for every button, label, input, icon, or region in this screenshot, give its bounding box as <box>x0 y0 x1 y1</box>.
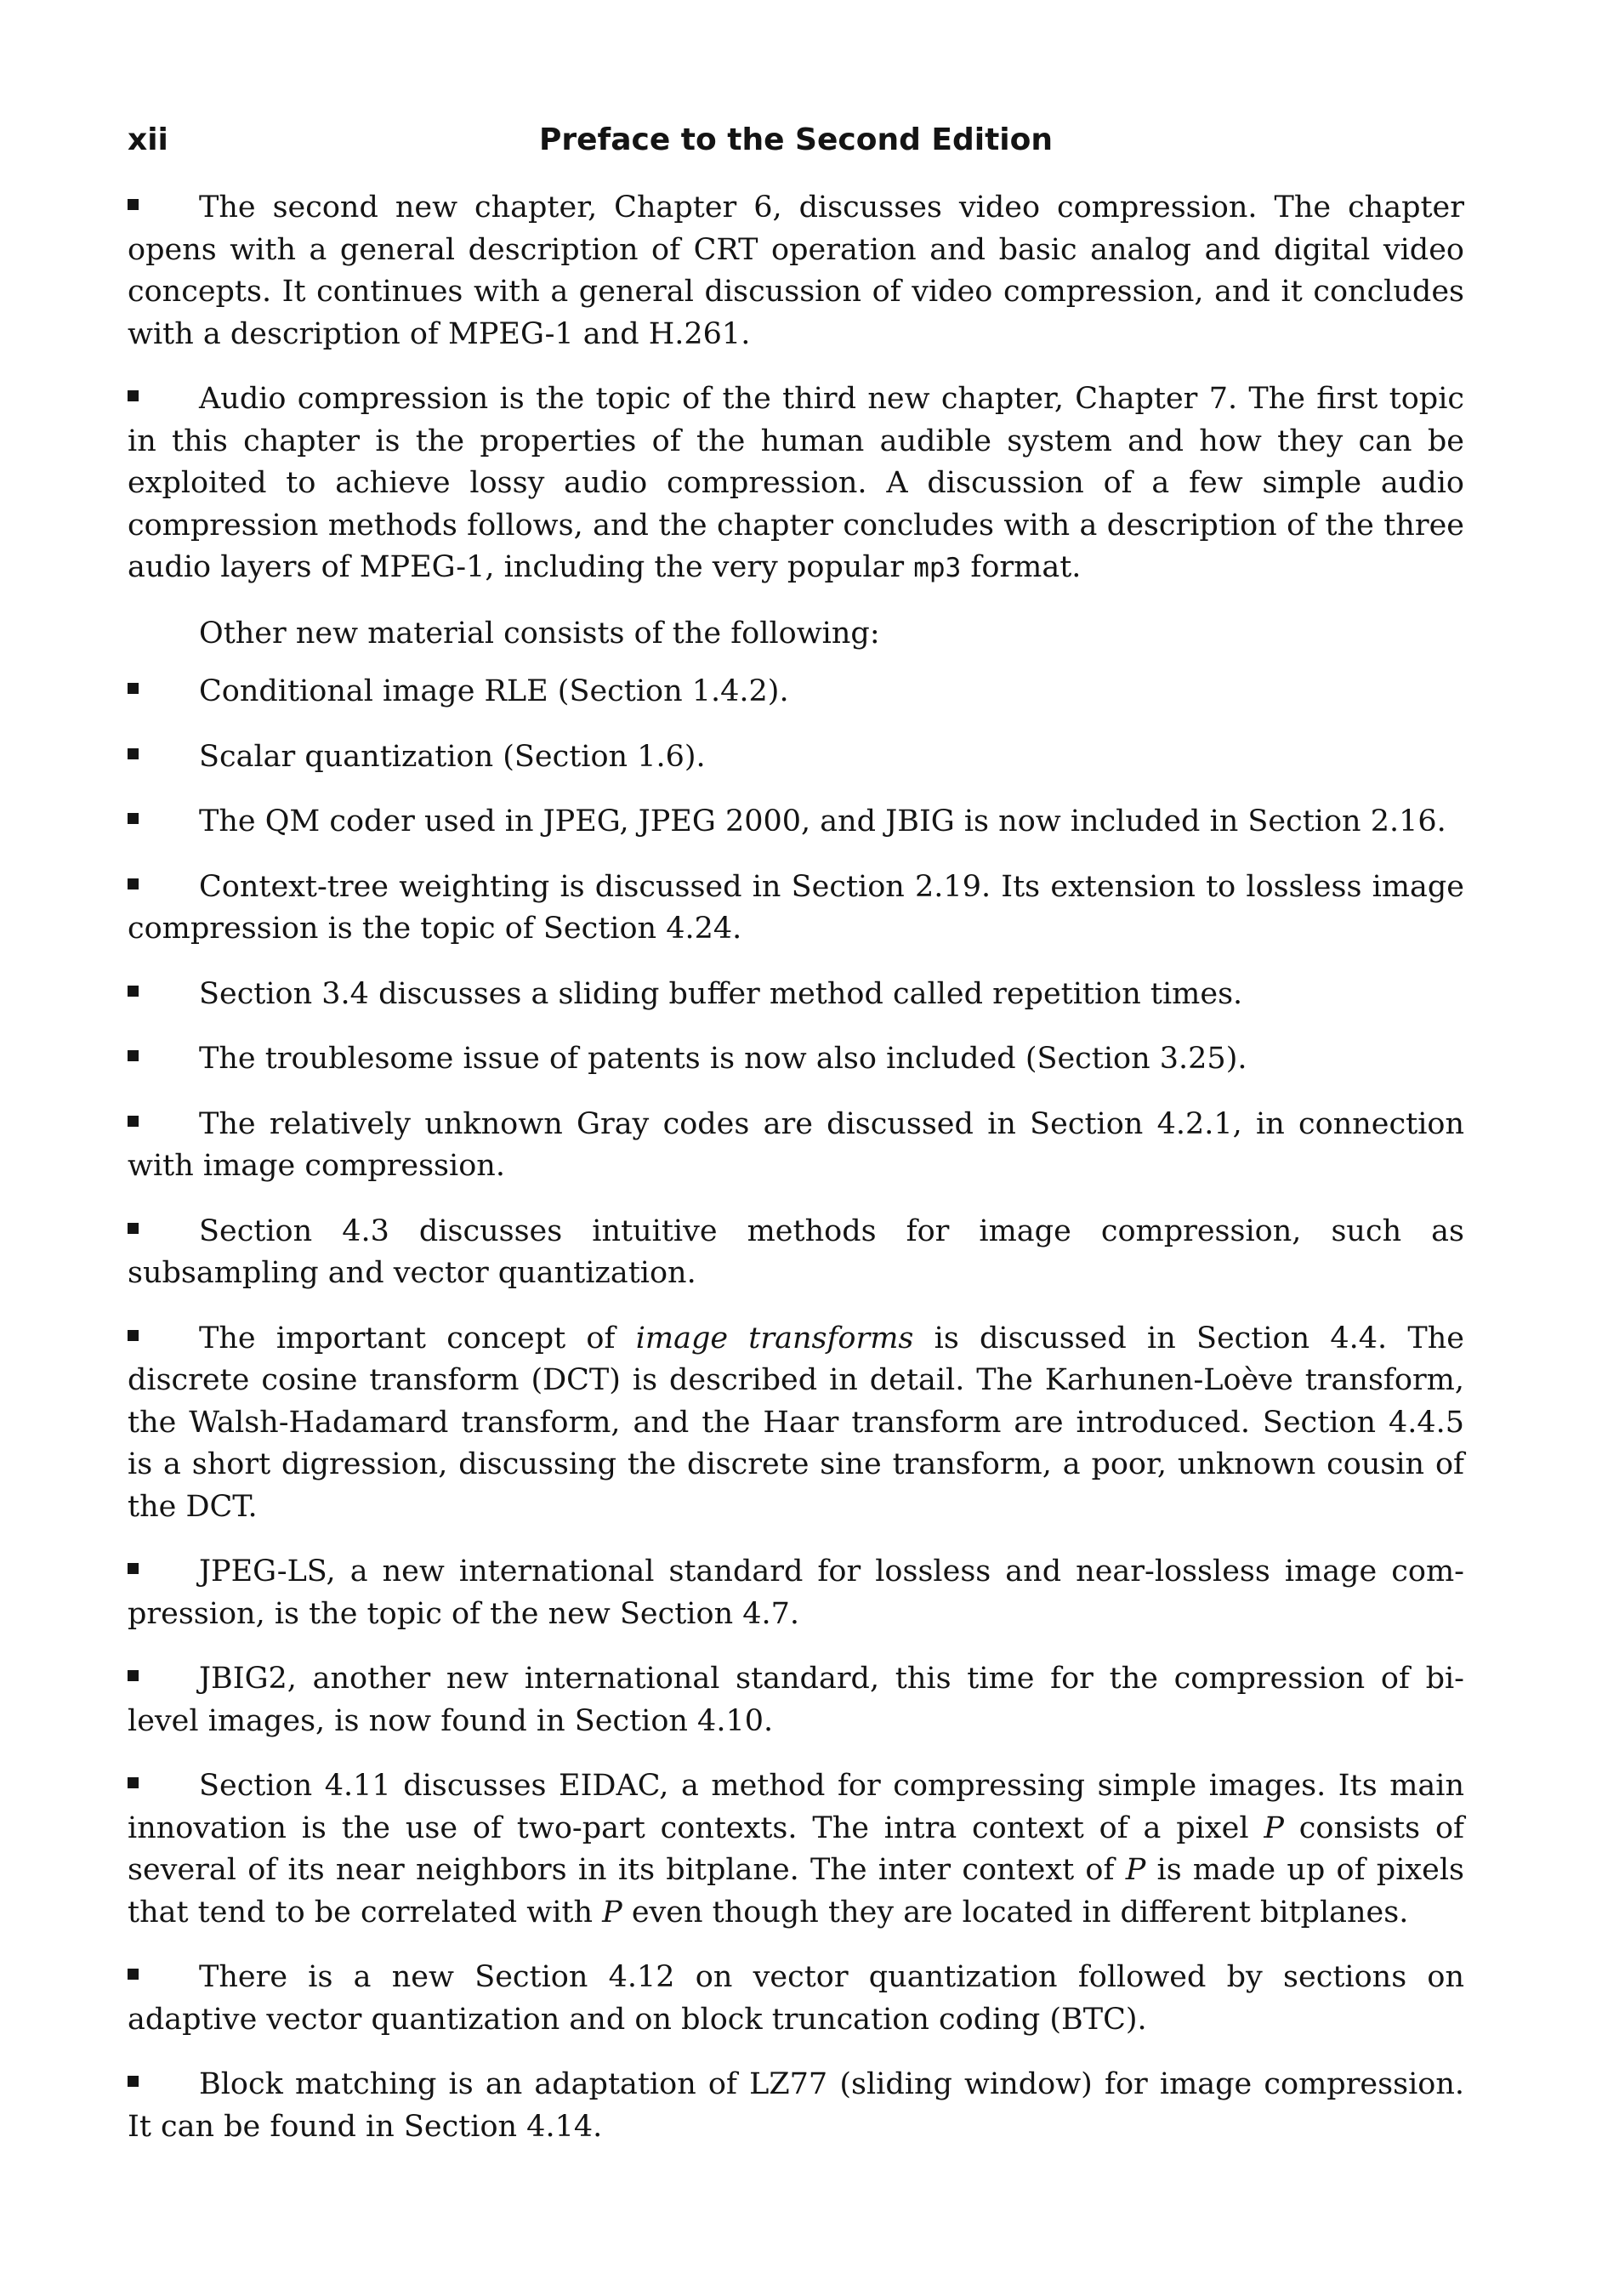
bullet-paragraph-video-chapter: The second new chapter, Chapter 6, discusses video compression. The chapter opens with a general description of CRT operation and basic analog and digital video concepts. It continues with a general discussion of video compression, and it concludes with a description of MPEG-1 and H.261. <box>128 190 1464 351</box>
bullet-square-icon <box>128 1116 139 1127</box>
bullet-paragraph: The relatively unknown Gray codes are discussed in Section 4.2.1, in connection with image compression. <box>128 1106 1464 1183</box>
bullet-paragraph: There is a new Section 4.12 on vector quantization followed by sections on adaptive vector quantization and on block truncation coding (BTC). <box>128 1960 1464 2037</box>
bullet-paragraph-audio-chapter: Audio compression is the topic of the third new chapter, Chapter 7. The first topic in this chapter is the properties of the human audible system and how they can be exploited to achieve lossy audio compression. A discussion of a few simple audio compression methods follows, and the chapter concludes with a description of the three audio layers of MPEG-1, including the very popular mp3 format. <box>128 382 1464 584</box>
bullet-square-icon <box>128 1777 139 1788</box>
bullet-square-icon <box>128 1050 139 1061</box>
bullet-square-icon <box>128 1670 139 1681</box>
bullet-square-icon <box>128 1969 139 1980</box>
bullet-paragraph: The troublesome issue of patents is now also included (Section 3.25). <box>128 1038 1464 1081</box>
bullet-square-icon <box>128 390 139 401</box>
bullet-paragraph: Scalar quantization (Section 1.6). <box>128 736 1464 779</box>
bullet-square-icon <box>128 986 139 997</box>
running-title: Preface to the Second Edition <box>538 122 1054 157</box>
math-variable: P <box>1125 1853 1146 1887</box>
page-number: xii <box>128 122 168 157</box>
emphasis-text: image transforms <box>635 1321 914 1355</box>
bullet-square-icon <box>128 748 139 759</box>
bullet-paragraph: Section 3.4 discusses a sliding buffer method called repetition times. <box>128 974 1464 1016</box>
bullet-paragraph: The QM coder used in JPEG, JPEG 2000, and JBIG is now included in Section 2.16. <box>128 801 1464 844</box>
bullet-paragraph: JBIG2, another new international standard, this time for the compression of bi-level images, is now found in Section 4.10. <box>128 1662 1464 1738</box>
intro-paragraph: Other new material consists of the following: <box>199 616 880 651</box>
bullet-square-icon <box>128 813 139 824</box>
bullet-square-icon <box>128 199 139 210</box>
document-page <box>128 119 1464 2171</box>
bullet-square-icon <box>128 1223 139 1234</box>
math-variable: P <box>1264 1810 1284 1845</box>
bullet-square-icon <box>128 1563 139 1574</box>
bullet-square-icon <box>128 683 139 694</box>
bullet-square-icon <box>128 1330 139 1341</box>
math-variable: P <box>602 1895 622 1929</box>
bullet-paragraph: Section 4.3 discusses intuitive methods for image compression, such as subsampling and vector quantization. <box>128 1213 1464 1290</box>
bullet-paragraph: Conditional image RLE (Section 1.4.2). <box>128 671 1464 713</box>
bullet-paragraph-image-transforms: The important concept of image transforms is discussed in Section 4.4. The discrete cosine transform (DCT) is described in detail. The Karhunen-Loève transform, the Walsh-Hadamard transform, and the Haar transform are introduced. Section 4.4.5 is a short digression, discussing the discrete sine transform, a poor, unknown cousin of the DCT. <box>128 1321 1464 1524</box>
bullet-square-icon <box>128 2076 139 2087</box>
bullet-paragraph: Block matching is an adaptation of LZ77 (sliding window) for image compression. It can be found in Section 4.14. <box>128 2067 1464 2144</box>
running-header <box>128 119 1464 162</box>
bullet-paragraph-eidac: Section 4.11 discusses EIDAC, a method for compressing simple images. Its main innovation is the use of two-part contexts. The intra context of a pixel P consists of several of its near neighbors in its bitplane. The inter context of P is made up of pixels that tend to be correlated with P even though they are located in different bitplanes. <box>128 1769 1465 1929</box>
bullet-paragraph: JPEG-LS, a new international standard for lossless and near-lossless image compression, is the topic of the new Section 4.7. <box>128 1554 1464 1631</box>
bullet-square-icon <box>128 878 139 889</box>
inline-code: mp3 <box>913 553 962 583</box>
bullet-paragraph: Context-tree weighting is discussed in Section 2.19. Its extension to lossless image compression is the topic of Section 4.24. <box>128 869 1464 946</box>
